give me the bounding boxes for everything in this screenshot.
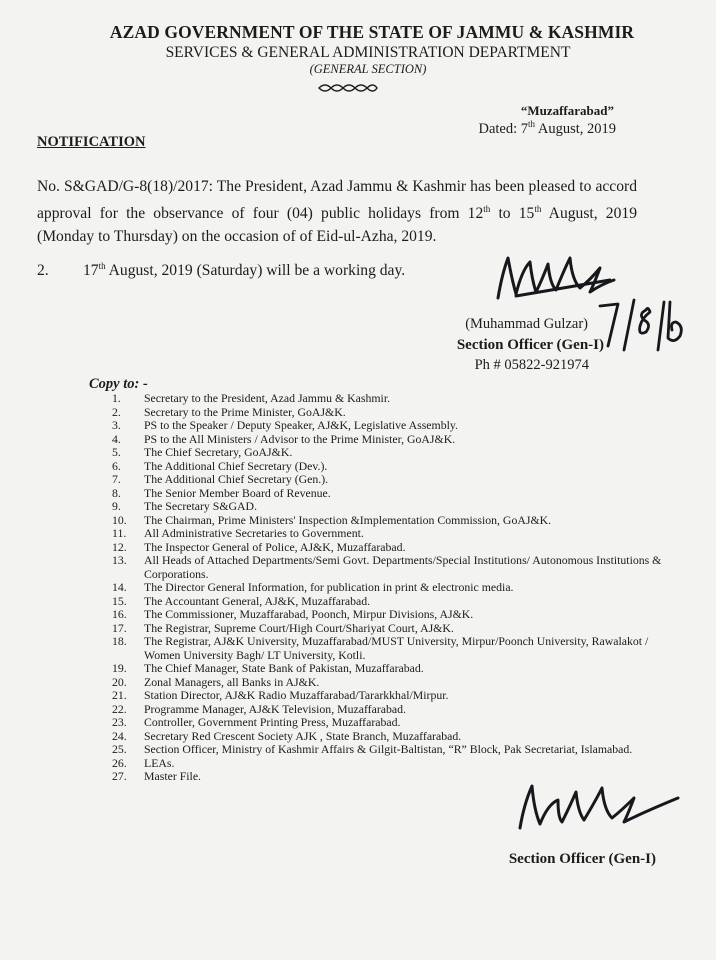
copy-list-item <box>112 541 672 555</box>
copy-to-list <box>112 392 672 784</box>
copy-list-item <box>112 676 672 690</box>
copy-list-text: Secretary to the Prime Minister, GoAJ&K. <box>144 404 346 419</box>
copy-list-item <box>112 703 672 717</box>
copy-list-number: 2. <box>112 404 121 419</box>
copy-list-number: 7. <box>112 472 121 486</box>
copy-list-text: Zonal Managers, all Banks in AJ&K. <box>144 674 320 689</box>
copy-list-text: PS to the All Ministers / Advisor to the Prime Minister, GoAJ&K. <box>144 431 456 446</box>
copy-list-item <box>112 473 672 487</box>
copy-list-item <box>112 460 672 474</box>
department-heading: SERVICES & GENERAL ADMINISTRATION DEPARTMENT <box>165 44 571 61</box>
copy-list-item <box>112 743 672 757</box>
copy-list-item <box>112 433 672 447</box>
copy-list-item <box>112 527 672 541</box>
second-signature-mark <box>510 770 690 850</box>
copy-list-text: Secretary Red Crescent Society AJK , State Branch, Muzaffarabad. <box>144 728 462 743</box>
copy-list-item <box>112 730 672 744</box>
signatory-name: (Muhammad Gulzar) <box>465 316 588 332</box>
copy-list-item <box>112 446 672 460</box>
copy-list-number: 24. <box>112 728 127 743</box>
copy-list-number: 6. <box>112 458 121 473</box>
issue-date: Dated: 7th August, 2019 <box>478 119 616 137</box>
copy-list-number: 12. <box>112 539 127 554</box>
copy-list-text: The Inspector General of Police, AJ&K, Muzaffarabad. <box>144 539 406 554</box>
copy-list-text: All Heads of Attached Departments/Semi Govt. Departments/Special Institutions/ Autonomous Institutions & Corporations. <box>144 553 662 581</box>
copy-list-number: 4. <box>112 431 121 446</box>
copy-list-item <box>112 554 672 581</box>
copy-list-item <box>112 635 672 662</box>
copy-list-text: The Registrar, Supreme Court/High Court/Shariyat Court, AJ&K. <box>144 620 454 635</box>
copy-list-text: The Additional Chief Secretary (Dev.). <box>144 458 328 473</box>
copy-list-item <box>112 514 672 528</box>
copy-list-text: Programme Manager, AJ&K Television, Muzaffarabad. <box>144 701 406 716</box>
copy-list-item <box>112 419 672 433</box>
copy-list-text: The Additional Chief Secretary (Gen.). <box>144 472 329 486</box>
copy-list-text: The Chairman, Prime Ministers' Inspection &Implementation Commission, GoAJ&K. <box>144 512 552 527</box>
copy-list-item <box>112 757 672 771</box>
copy-list-text: The Registrar, AJ&K University, Muzaffarabad/MUST University, Mirpur/Poonch University, Rawalakot / Women University Bagh/ LT University, Kotli. <box>144 634 649 662</box>
copy-list-number: 19. <box>112 661 127 675</box>
closing-signatory-title: Section Officer (Gen-I) <box>508 851 656 867</box>
copy-list-text: The Senior Member Board of Revenue. <box>144 485 331 500</box>
copy-list-item <box>112 595 672 609</box>
copy-list-text: Section Officer, Ministry of Kashmir Affairs & Gilgit-Baltistan, “R” Block, Pak Secretariat, Islamabad. <box>144 742 633 756</box>
handwritten-date-mark <box>596 292 688 354</box>
ornament-divider-icon <box>317 82 379 94</box>
copy-list-text: The Director General Information, for publication in print & electronic media. <box>144 580 514 594</box>
copy-list-number: 26. <box>112 755 127 770</box>
copy-list-item <box>112 406 672 420</box>
copy-list-item <box>112 581 672 595</box>
copy-list-item <box>112 716 672 730</box>
section-heading: (GENERAL SECTION) <box>309 62 427 76</box>
copy-list-number: 13. <box>112 553 127 567</box>
copy-list-number: 18. <box>112 634 127 648</box>
copy-list-number: 17. <box>112 620 127 635</box>
place-of-issue: “Muzaffarabad” <box>520 103 614 118</box>
copy-to-label: Copy to: - <box>89 376 148 392</box>
copy-list-text: Controller, Government Printing Press, Muzaffarabad. <box>144 715 401 729</box>
notification-paragraph-1: No. S&GAD/G-8(18)/2017: The President, Azad Jammu & Kashmir has been pleased to accord approval for the observance of four (04) public holidays from 12th to 15th August, 2019 (Monday to Thursday) on the occasion of of Eid-ul-Azha, 2019. <box>37 178 637 246</box>
copy-list-item <box>112 622 672 636</box>
notification-paragraph-2: 2. 17th August, 2019 (Saturday) will be a working day. <box>37 261 406 280</box>
copy-list-text: Station Director, AJ&K Radio Muzaffarabad/Tararkkhal/Mirpur. <box>144 688 449 702</box>
copy-list-number: 15. <box>112 593 127 608</box>
copy-list-text: LEAs. <box>144 755 175 770</box>
copy-list-number: 27. <box>112 769 127 783</box>
signatory-title: Section Officer (Gen-I) <box>456 337 604 353</box>
copy-list-number: 5. <box>112 445 121 459</box>
copy-list-number: 23. <box>112 715 127 729</box>
government-heading: AZAD GOVERNMENT OF THE STATE OF JAMMU & KASHMIR <box>109 22 635 42</box>
copy-list-number: 16. <box>112 607 127 621</box>
copy-list-item <box>112 662 672 676</box>
copy-list-text: The Secretary S&GAD. <box>144 499 258 513</box>
copy-list-number: 20. <box>112 674 127 689</box>
copy-list-text: The Chief Manager, State Bank of Pakistan, Muzaffarabad. <box>144 661 424 675</box>
copy-list-number: 11. <box>112 526 127 540</box>
copy-list-item <box>112 689 672 703</box>
copy-list-text: Master File. <box>144 769 202 783</box>
copy-list-number: 1. <box>112 391 121 405</box>
copy-list-text: All Administrative Secretaries to Government. <box>144 526 364 540</box>
copy-list-item <box>112 500 672 514</box>
copy-list-text: The Chief Secretary, GoAJ&K. <box>144 445 293 459</box>
copy-list-text: The Accountant General, AJ&K, Muzaffarabad. <box>144 593 371 608</box>
copy-list-text: The Commissioner, Muzaffarabad, Poonch, Mirpur Divisions, AJ&K. <box>144 607 474 621</box>
copy-list-number: 25. <box>112 742 127 756</box>
copy-list-item <box>112 608 672 622</box>
copy-list-number: 9. <box>112 499 121 513</box>
copy-list-item <box>112 392 672 406</box>
copy-list-item <box>112 487 672 501</box>
copy-list-number: 14. <box>112 580 127 594</box>
copy-list-number: 8. <box>112 485 121 500</box>
copy-list-text: PS to the Speaker / Deputy Speaker, AJ&K, Legislative Assembly. <box>144 418 458 432</box>
notification-heading: NOTIFICATION <box>37 134 146 150</box>
signatory-phone: Ph # 05822-921974 <box>474 357 589 373</box>
copy-list-number: 10. <box>112 512 127 527</box>
copy-list-text: Secretary to the President, Azad Jammu & Kashmir. <box>144 391 391 405</box>
copy-list-number: 3. <box>112 418 121 432</box>
copy-list-number: 21. <box>112 688 127 702</box>
copy-list-number: 22. <box>112 701 127 716</box>
